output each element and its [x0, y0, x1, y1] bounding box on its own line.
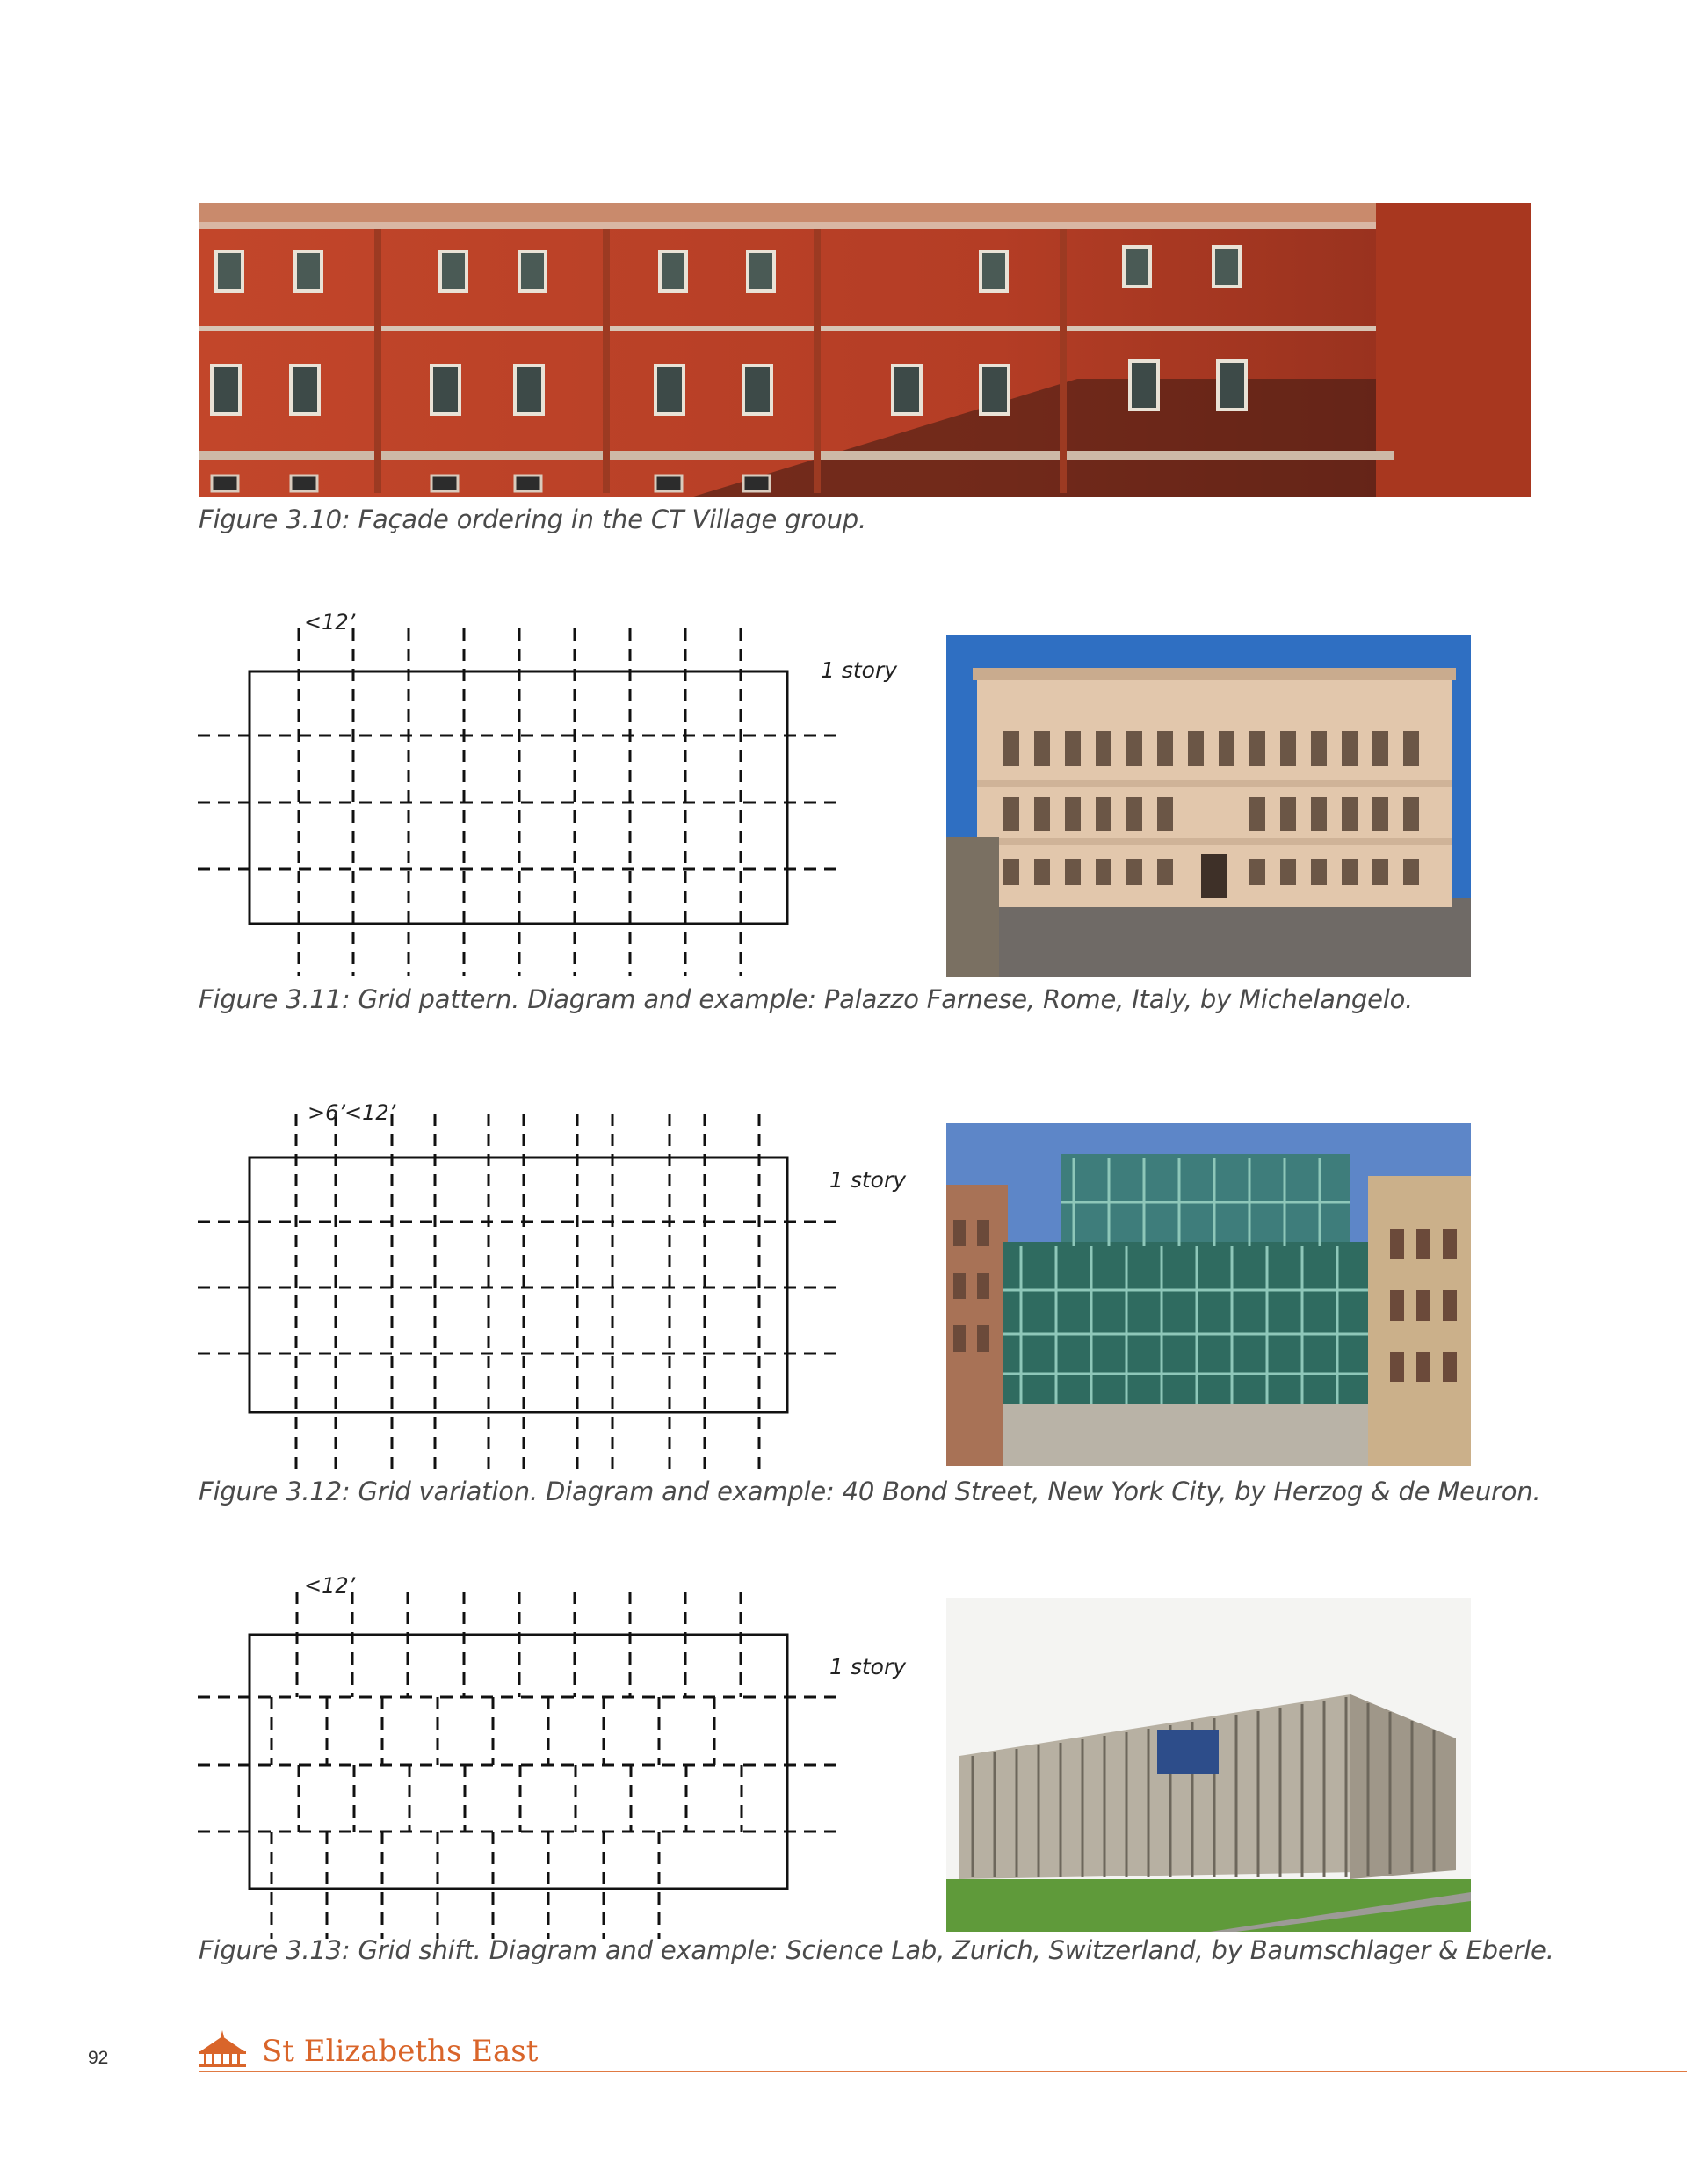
page-number: 92	[88, 2048, 109, 2068]
figure-3-12-dimension-label-min: >6’	[308, 1100, 346, 1125]
figure-3-13-diagram	[193, 1587, 844, 1939]
figure-3-12-caption: Figure 3.12: Grid variation. Diagram and example: 40 Bond Street, New York City, by Herzog & de Meuron.	[199, 1477, 1541, 1506]
figure-3-11-dimension-label: <12’	[304, 610, 356, 635]
figure-3-13-dimension-label: <12’	[304, 1573, 356, 1598]
footer-title: St Elizabeths East	[262, 2034, 539, 2069]
figure-3-12-story-label: 1 story	[829, 1167, 907, 1193]
pavilion-logo-icon	[197, 2028, 248, 2069]
figure-3-10-photo	[199, 203, 1531, 497]
palazzo-farnese-image	[946, 635, 1471, 977]
brick-facade-image	[199, 203, 1531, 497]
figure-3-11-caption: Figure 3.11: Grid pattern. Diagram and example: Palazzo Farnese, Rome, Italy, by Michelangelo.	[199, 984, 1414, 1014]
figure-3-12-diagram	[193, 1109, 844, 1469]
footer-rule	[199, 2071, 1687, 2072]
figure-3-11-photo	[946, 635, 1471, 977]
figure-3-13-caption: Figure 3.13: Grid shift. Diagram and example: Science Lab, Zurich, Switzerland, by Baumschlager & Eberle.	[199, 1935, 1554, 1965]
figure-3-11-story-label: 1 story	[821, 657, 898, 683]
science-lab-image	[946, 1598, 1471, 1932]
bond-street-image	[946, 1123, 1471, 1466]
figure-3-13-photo	[946, 1598, 1471, 1932]
figure-3-13-story-label: 1 story	[829, 1654, 907, 1680]
figure-3-12-photo	[946, 1123, 1471, 1466]
figure-3-10-caption: Figure 3.10: Façade ordering in the CT Village group.	[199, 504, 866, 534]
figure-3-11-diagram	[193, 624, 844, 976]
figure-3-12-dimension-label-max: <12’	[344, 1100, 396, 1125]
